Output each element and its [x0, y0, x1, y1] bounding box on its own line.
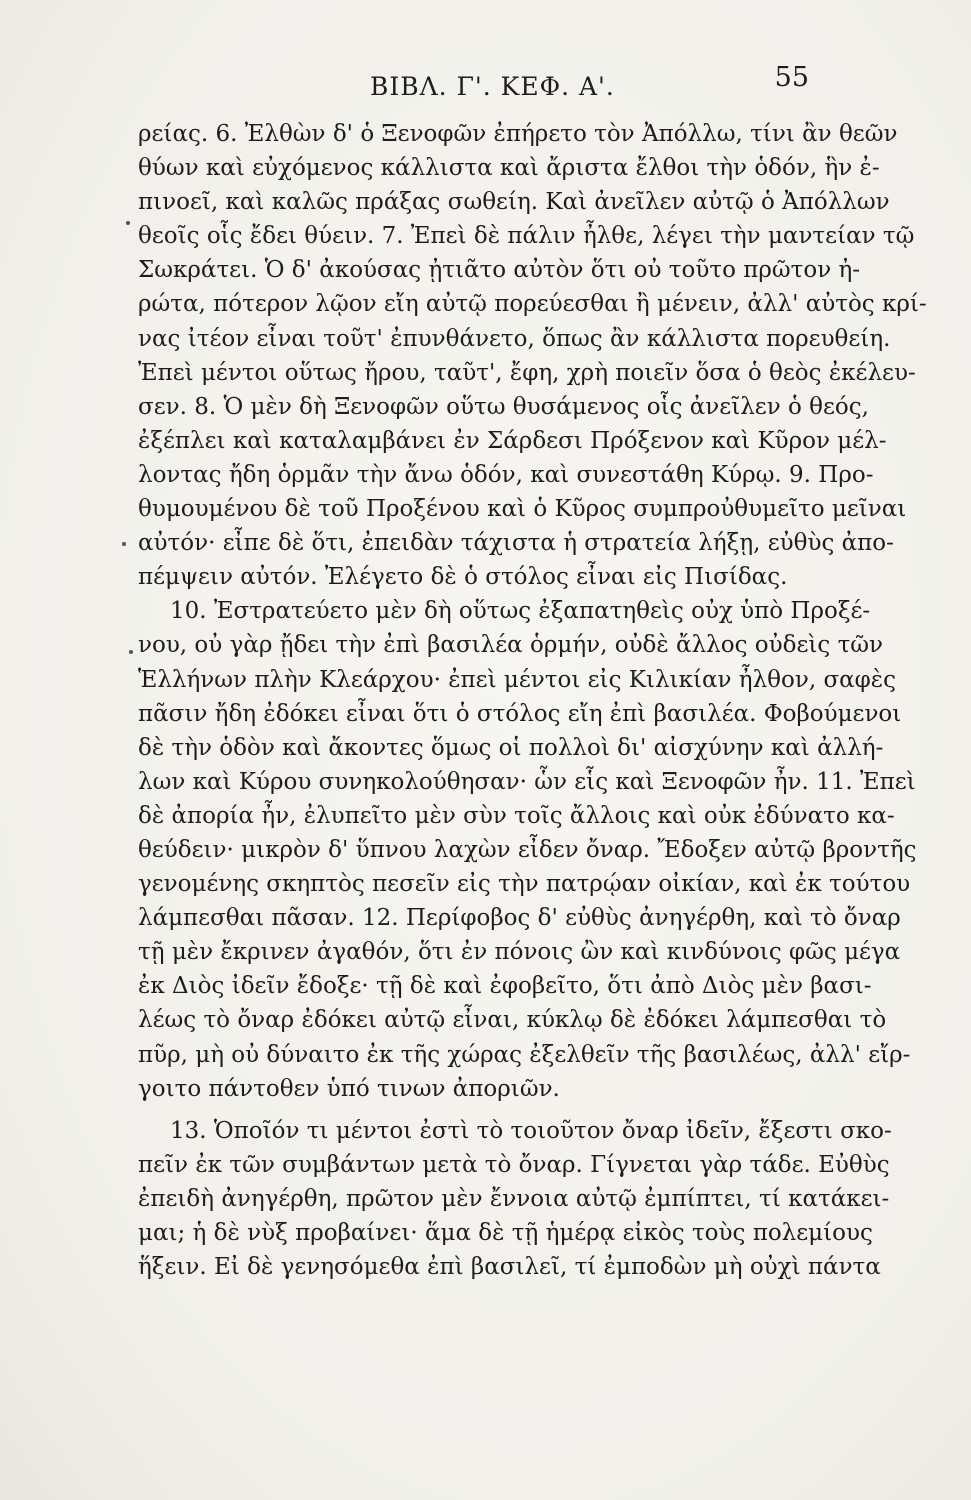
text-line: ἐκ Διὸς ἰδεῖν ἔδοξε· τῇ δὲ καὶ ἐφοβεῖτο, ὅτι ἀπὸ Διὸς μὲν βασι- — [138, 973, 872, 1000]
text-line: ρείας. 6. Ἐλθὼν δ' ὁ Ξενοφῶν ἐπήρετο τὸν Ἀπόλλω, τίνι ἂν θεῶν — [138, 121, 898, 147]
text-line: θεοῖς οἷς ἔδει θύειν. 7. Ἐπεὶ δὲ πάλιν ἦλθε, λέγει τὴν μαντείαν τῷ — [138, 223, 915, 250]
text-line: πῦρ, μὴ οὐ δύναιτο ἐκ τῆς χώρας ἐξελθεῖν τῆς βασιλέως, ἀλλ' εἴρ- — [138, 1041, 911, 1068]
page-number: 55 — [774, 62, 809, 93]
text-line: Ἑλλήνων πλὴν Κλεάρχου· ἐπεὶ μέντοι εἰς Κιλικίαν ἦλθον, σαφὲς — [138, 666, 897, 693]
margin-speck — [122, 542, 126, 546]
text-line: λων καὶ Κύρου συνηκολούθησαν· ὧν εἷς καὶ Ξενοφῶν ἦν. 11. Ἐπεὶ — [138, 768, 916, 795]
text-line: τῇ μὲν ἔκρινεν ἀγαθόν, ὅτι ἐν πόνοις ὢν καὶ κινδύνοις φῶς μέγα — [138, 939, 901, 966]
text-line: πεῖν ἐκ τῶν συμβάντων μετὰ τὸ ὄναρ. Γίγνεται γὰρ τάδε. Εὐθὺς — [138, 1151, 890, 1178]
margin-speck — [129, 650, 133, 654]
text-line: μαι; ἡ δὲ νὺξ προβαίνει· ἅμα δὲ τῇ ἡμέρᾳ εἰκὸς τοὺς πολεμίους — [138, 1220, 873, 1246]
text-line: λέως τὸ ὄναρ ἐδόκει αὐτῷ εἶναι, κύκλῳ δὲ ἐδόκει λάμπεσθαι τὸ — [138, 1007, 887, 1034]
text-line: ρώτα, πότερον λῷον εἴη αὐτῷ πορεύεσθαι ἢ μένειν, ἀλλ' αὐτὸς κρί- — [138, 291, 927, 318]
running-title: BIBΛ. Γ'. ΚΕΦ. Α'. — [370, 72, 615, 101]
text-line: αὐτόν· εἶπε δὲ ὅτι, ἐπειδὰν τάχιστα ἡ στρατεία λήξῃ, εὐθὺς ἀπο- — [138, 530, 894, 557]
text-line: νου, οὐ γὰρ ᾔδει τὴν ἐπὶ βασιλέα ὁρμήν, οὐδὲ ἄλλος οὐδεὶς τῶν — [138, 632, 884, 659]
text-line: γοιτο πάντοθεν ὑπό τινων ἀποριῶν. — [138, 1075, 560, 1102]
text-line: νας ἰτέον εἶναι τοῦτ' ἐπυνθάνετο, ὅπως ἂν κάλλιστα πορευθείη. — [138, 325, 891, 352]
running-header — [0, 62, 971, 102]
text-line: Σωκράτει. Ὁ δ' ἀκούσας ᾐτιᾶτο αὐτὸν ὅτι οὐ τοῦτο πρῶτον ἠ- — [138, 257, 861, 284]
text-line: θυμουμένου δὲ τοῦ Προξένου καὶ ὁ Κῦρος συμπροὐθυμεῖτο μεῖναι — [138, 496, 907, 523]
text-line: δὲ ἀπορία ἦν, ἐλυπεῖτο μὲν σὺν τοῖς ἄλλοις καὶ οὐκ ἐδύνατο κα- — [138, 802, 895, 829]
text-line: σεν. 8. Ὁ μὲν δὴ Ξενοφῶν οὕτω θυσάμενος οἷς ἀνεῖλεν ὁ θεός, — [138, 393, 869, 420]
text-line: δὲ τὴν ὁδὸν καὶ ἄκοντες ὅμως οἱ πολλοὶ δι' αἰσχύνην καὶ ἀλλή- — [138, 734, 884, 761]
text-line: ἐξέπλει καὶ καταλαμβάνει ἐν Σάρδεσι Πρόξενον καὶ Κῦρον μέλ- — [138, 427, 887, 454]
text-line: θεύδειν· μικρὸν δ' ὕπνου λαχὼν εἶδεν ὄναρ. Ἔδοξεν αὐτῷ βροντῆς — [138, 836, 917, 863]
text-line: Ἐπεὶ μέντοι οὕτως ἤρου, ταῦτ', ἔφη, χρὴ ποιεῖν ὅσα ὁ θεὸς ἐκέλευ- — [138, 359, 916, 386]
text-line: πινοεῖ, καὶ καλῶς πράξας σωθείη. Καὶ ἀνεῖλεν αὐτῷ ὁ Ἀπόλλων — [138, 189, 890, 216]
text-line: λοντας ἤδη ὁρμᾶν τὴν ἄνω ὁδόν, καὶ συνεστάθη Κύρῳ. 9. Προ- — [138, 461, 874, 488]
text-line: γενομένης σκηπτὸς πεσεῖν εἰς τὴν πατρῴαν οἰκίαν, καὶ ἐκ τούτου — [138, 871, 911, 898]
text-line: ἐπειδὴ ἀνηγέρθη, πρῶτον μὲν ἔννοια αὐτῷ ἐμπίπτει, τί κατάκει- — [138, 1185, 890, 1212]
text-line: 13. Ὁποῖόν τι μέντοι ἐστὶ τὸ τοιοῦτον ὄναρ ἰδεῖν, ἔξεστι σκο- — [170, 1117, 892, 1144]
margin-speck — [126, 221, 130, 225]
text-line: λάμπεσθαι πᾶσαν. 12. Περίφοβος δ' εὐθὺς ἀνηγέρθη, καὶ τὸ ὄναρ — [138, 905, 901, 932]
text-line: θύων καὶ εὐχόμενος κάλλιστα καὶ ἄριστα ἔλθοι τὴν ὁδόν, ἣν ἐ- — [138, 155, 880, 182]
text-line: ἥξειν. Εἰ δὲ γενησόμεθα ἐπὶ βασιλεῖ, τί ἐμποδὼν μὴ οὐχὶ πάντα — [138, 1254, 881, 1281]
text-line: πέμψειν αὐτόν. Ἐλέγετο δὲ ὁ στόλος εἶναι εἰς Πισίδας. — [138, 564, 788, 591]
body-text — [138, 117, 927, 1284]
text-line: 10. Ἐστρατεύετο μὲν δὴ οὕτως ἐξαπατηθεὶς οὐχ ὑπὸ Προξέ- — [170, 598, 871, 625]
text-line: πᾶσιν ἤδη ἐδόκει εἶναι ὅτι ὁ στόλος εἴη ἐπὶ βασιλέα. Φοβούμενοι — [138, 700, 902, 727]
